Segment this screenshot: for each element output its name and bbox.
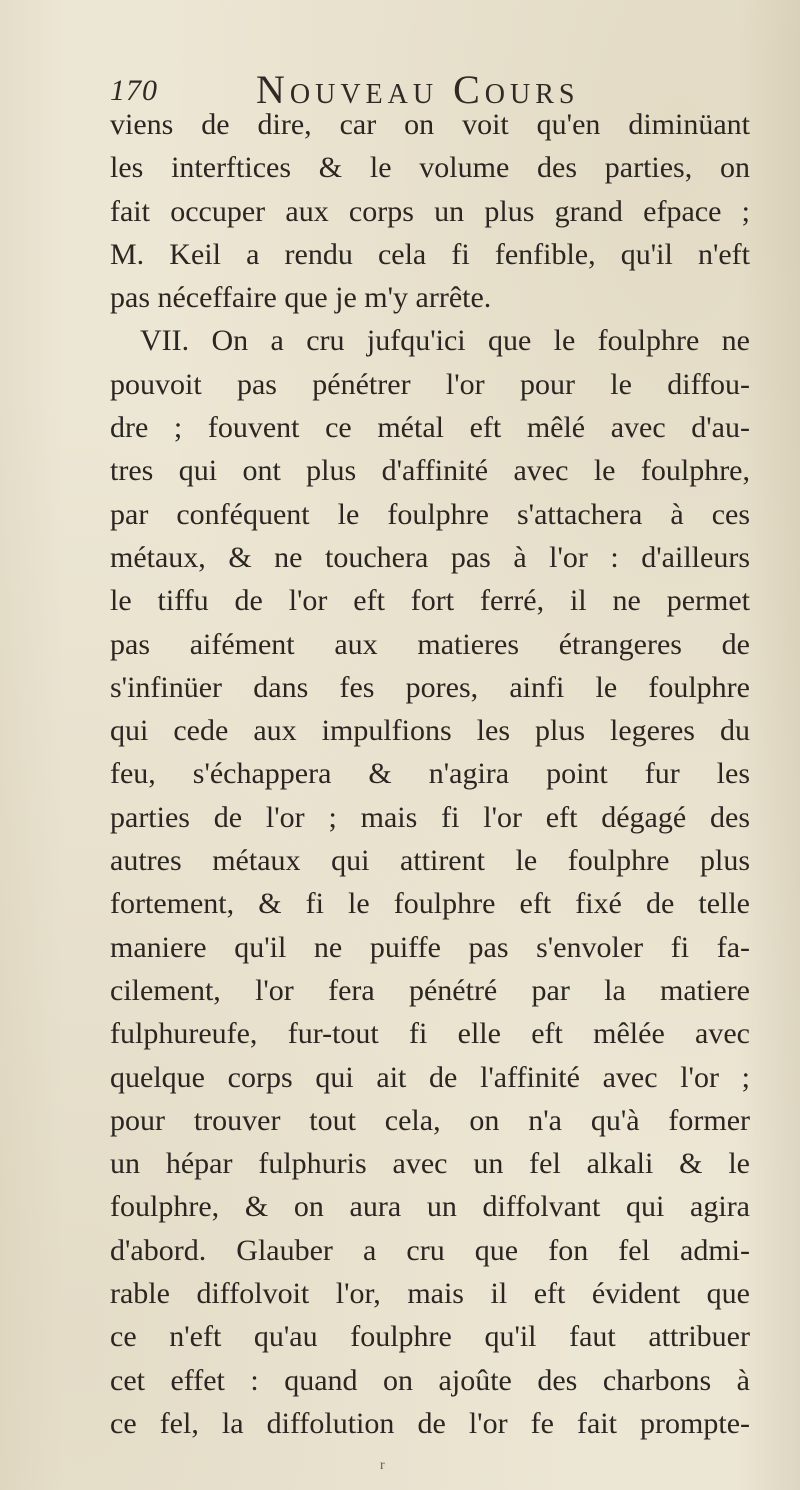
text-line: le tiffu de l'or eft fort ferré, il ne permet — [110, 584, 750, 618]
text-line: cilement, l'or fera pénétré par la matiere — [110, 973, 750, 1007]
text-line: pas néceffaire que je m'y arrête. — [110, 281, 492, 315]
text-line: rable diffolvoit l'or, mais il eft évident que — [110, 1277, 750, 1311]
text-line: par conféquent le foulphre s'attachera à ces — [110, 497, 750, 531]
text-line: parties de l'or ; mais fi l'or eft dégagé des — [110, 800, 750, 834]
running-head: Nouveau Cours — [256, 67, 580, 112]
text-line: fulphureufe, fur-tout fi elle eft mêlée avec — [110, 1017, 750, 1051]
text-line: viens de dire, car on voit qu'en diminüant — [110, 108, 750, 141]
text-line: métaux, & ne touchera pas à l'or : d'ailleurs — [110, 540, 750, 574]
text-line: foulphre, & on aura un diffolvant qui agira — [110, 1190, 750, 1224]
text-line: quelque corps qui ait de l'affinité avec l'or ; — [110, 1060, 750, 1094]
text-line: cet effet : quand on ajoûte des charbons à — [110, 1363, 750, 1397]
text-line: maniere qu'il ne puiffe pas s'envoler fi fa- — [110, 930, 750, 964]
text-line: dre ; fouvent ce métal eft mêlé avec d'au- — [110, 411, 750, 445]
text-line: ce n'eft qu'au foulphre qu'il faut attribuer — [110, 1320, 750, 1354]
text-line: autres métaux qui attirent le foulphre plus — [110, 844, 750, 878]
text-line: s'infinüer dans fes pores, ainfi le foulphre — [110, 670, 750, 704]
text-line: M. Keil a rendu cela fi fenfible, qu'il n'eft — [110, 237, 750, 271]
signature-mark: r — [380, 1458, 385, 1473]
text-line: pouvoit pas pénétrer l'or pour le diffou- — [110, 367, 750, 401]
text-line: pour trouver tout cela, on n'a qu'à former — [110, 1103, 750, 1137]
text-line: d'abord. Glauber a cru que fon fel admi- — [110, 1233, 750, 1267]
text-line: tres qui ont plus d'affinité avec le foulphre, — [110, 454, 750, 488]
text-line: VII. On a cru jufqu'ici que le foulphre ne — [140, 324, 750, 358]
text-line: les interftices & le volume des parties, on — [110, 151, 750, 185]
text-line: ce fel, la diffolution de l'or fe fait prompte- — [110, 1406, 750, 1440]
text-line: feu, s'échappera & n'agira point fur les — [110, 757, 750, 791]
text-line: fait occuper aux corps un plus grand efpace ; — [110, 194, 750, 228]
text-line: un hépar fulphuris avec un fel alkali & le — [110, 1147, 750, 1181]
body-text — [110, 103, 750, 1445]
text-line: pas aifément aux matieres étrangeres de — [110, 627, 750, 661]
text-line: fortement, & fi le foulphre eft fixé de telle — [110, 887, 750, 921]
page-number: 170 — [110, 74, 158, 107]
text-line: qui cede aux impulfions les plus legeres du — [110, 714, 750, 748]
